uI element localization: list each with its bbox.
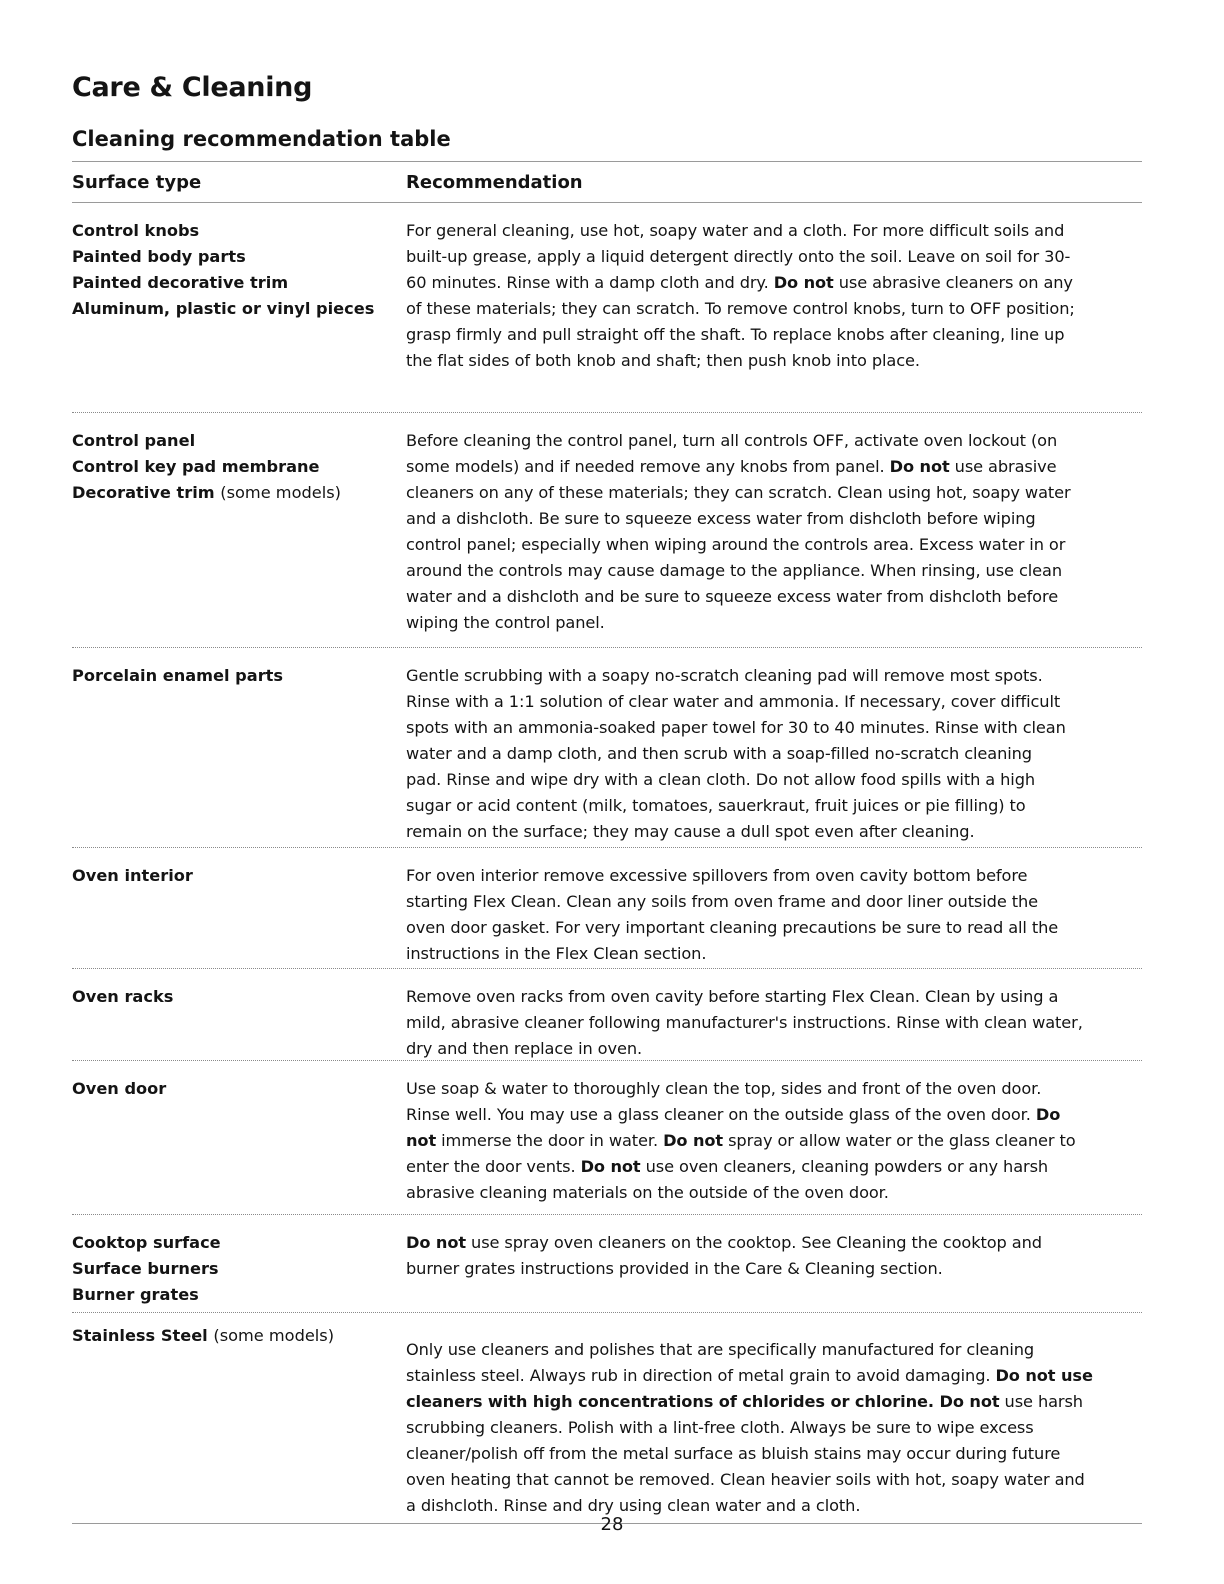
recommendation-line: Before cleaning the control panel, turn all controls OFF, activate oven lockout (on bbox=[406, 431, 1058, 450]
recommendation-line: mild, abrasive cleaner following manufacturer's instructions. Rinse with clean water, bbox=[406, 1013, 1083, 1032]
recommendation-line: cleaners on any of these materials; they can scratch. Clean using hot, soapy water bbox=[406, 483, 1071, 502]
surface-cell bbox=[72, 1076, 406, 1214]
surface-name: Oven interior bbox=[72, 866, 193, 885]
page-title: Care & Cleaning bbox=[72, 72, 313, 103]
emphasis: Do not bbox=[773, 273, 834, 292]
recommendation-line: oven door gasket. For very important cleaning precautions be sure to read all the bbox=[406, 918, 1059, 937]
recommendation-cell bbox=[406, 984, 1142, 1060]
recommendation-line: Only use cleaners and polishes that are specifically manufactured for cleaning bbox=[406, 1340, 1035, 1359]
surface-cell bbox=[72, 663, 406, 847]
recommendation-cell bbox=[406, 218, 1142, 412]
recommendation-line: Remove oven racks from oven cavity before starting Flex Clean. Clean by using a bbox=[406, 987, 1059, 1006]
surface-name: Control knobs bbox=[72, 221, 200, 240]
table-row bbox=[72, 648, 1142, 848]
surface-cell bbox=[72, 1230, 406, 1312]
recommendation-cell bbox=[406, 1323, 1142, 1523]
surface-cell bbox=[72, 984, 406, 1060]
surface-name: Control key pad membrane bbox=[72, 457, 320, 476]
column-header-recommendation: Recommendation bbox=[406, 171, 583, 193]
recommendation-line: stainless steel. Always rub in direction of metal grain to avoid damaging. Do not use bbox=[406, 1366, 1093, 1385]
surface-name: Oven door bbox=[72, 1079, 167, 1098]
recommendation-cell bbox=[406, 1230, 1142, 1312]
emphasis: Do not bbox=[406, 1233, 466, 1252]
recommendation-line: around the controls may cause damage to the appliance. When rinsing, use clean bbox=[406, 561, 1062, 580]
recommendation-line: some models) and if needed remove any knobs from panel. Do not use abrasive bbox=[406, 457, 1057, 476]
emphasis: Do not bbox=[663, 1131, 724, 1150]
recommendation-cell bbox=[406, 663, 1142, 847]
recommendation-line: remain on the surface; they may cause a dull spot even after cleaning. bbox=[406, 822, 975, 841]
recommendation-line: not immerse the door in water. Do not spray or allow water or the glass cleaner to bbox=[406, 1131, 1076, 1150]
emphasis: Do bbox=[1035, 1105, 1061, 1124]
recommendation-line: enter the door vents. Do not use oven cleaners, cleaning powders or any harsh bbox=[406, 1157, 1049, 1176]
table-row bbox=[72, 1061, 1142, 1215]
recommendation-line: control panel; especially when wiping around the controls area. Excess water in or bbox=[406, 535, 1066, 554]
emphasis: Do not bbox=[889, 457, 950, 476]
surface-name: Control panel bbox=[72, 431, 196, 450]
recommendation-line: cleaner/polish off from the metal surface as bluish stains may occur during future bbox=[406, 1444, 1061, 1463]
surface-name: Oven racks bbox=[72, 987, 174, 1006]
recommendation-line: of these materials; they can scratch. To remove control knobs, turn to OFF position; bbox=[406, 299, 1075, 318]
recommendation-cell bbox=[406, 863, 1142, 968]
recommendation-line: abrasive cleaning materials on the outside of the oven door. bbox=[406, 1183, 889, 1202]
surface-name: Surface burners bbox=[72, 1259, 219, 1278]
table-row bbox=[72, 1215, 1142, 1313]
emphasis: Do not bbox=[580, 1157, 641, 1176]
surface-name: Cooktop surface bbox=[72, 1233, 221, 1252]
surface-cell bbox=[72, 428, 406, 647]
recommendation-line: built-up grease, apply a liquid detergent directly onto the soil. Leave on soil for 30- bbox=[406, 247, 1071, 266]
recommendation-line: and a dishcloth. Be sure to squeeze excess water from dishcloth before wiping bbox=[406, 509, 1036, 528]
surface-cell bbox=[72, 1323, 406, 1523]
surface-name: Aluminum, plastic or vinyl pieces bbox=[72, 299, 375, 318]
recommendation-cell bbox=[406, 428, 1142, 647]
recommendation-line: dry and then replace in oven. bbox=[406, 1039, 643, 1058]
table-row bbox=[72, 848, 1142, 969]
recommendation-line: pad. Rinse and wipe dry with a clean cloth. Do not allow food spills with a high bbox=[406, 770, 1036, 789]
table-row bbox=[72, 203, 1142, 413]
recommendation-line: grasp firmly and pull straight off the shaft. To replace knobs after cleaning, line up bbox=[406, 325, 1065, 344]
recommendation-line: 60 minutes. Rinse with a damp cloth and dry. Do not use abrasive cleaners on any bbox=[406, 273, 1073, 292]
table-header bbox=[72, 162, 1142, 203]
section-title: Cleaning recommendation table bbox=[72, 127, 451, 151]
table-row bbox=[72, 1313, 1142, 1524]
surface-note: (some models) bbox=[213, 1326, 335, 1345]
recommendation-line: Rinse with a 1:1 solution of clear water and ammonia. If necessary, cover difficult bbox=[406, 692, 1061, 711]
recommendation-line: spots with an ammonia-soaked paper towel for 30 to 40 minutes. Rinse with clean bbox=[406, 718, 1066, 737]
surface-name: Decorative trim (some models) bbox=[72, 483, 341, 502]
table-row bbox=[72, 413, 1142, 648]
recommendation-cell bbox=[406, 1076, 1142, 1214]
emphasis: not bbox=[406, 1131, 437, 1150]
cleaning-recommendation-table bbox=[72, 161, 1142, 1524]
recommendation-line: Rinse well. You may use a glass cleaner on the outside glass of the oven door. Do bbox=[406, 1105, 1061, 1124]
recommendation-line: burner grates instructions provided in the Care & Cleaning section. bbox=[406, 1259, 943, 1278]
recommendation-line: Gentle scrubbing with a soapy no-scratch cleaning pad will remove most spots. bbox=[406, 666, 1043, 685]
recommendation-line: For general cleaning, use hot, soapy water and a cloth. For more difficult soils and bbox=[406, 221, 1065, 240]
emphasis: cleaners with high concentrations of chlorides or chlorine. Do not bbox=[406, 1392, 1000, 1411]
recommendation-line: For oven interior remove excessive spillovers from oven cavity bottom before bbox=[406, 866, 1028, 885]
surface-cell bbox=[72, 218, 406, 412]
recommendation-line: cleaners with high concentrations of chlorides or chlorine. Do not use harsh bbox=[406, 1392, 1083, 1411]
recommendation-line: instructions in the Flex Clean section. bbox=[406, 944, 707, 963]
page-number: 28 bbox=[600, 1514, 624, 1535]
surface-note: (some models) bbox=[220, 483, 341, 502]
recommendation-line: water and a dishcloth and be sure to squeeze excess water from dishcloth before bbox=[406, 587, 1059, 606]
surface-cell bbox=[72, 863, 406, 968]
recommendation-line: a dishcloth. Rinse and dry using clean water and a cloth. bbox=[406, 1496, 861, 1515]
recommendation-line: the flat sides of both knob and shaft; then push knob into place. bbox=[406, 351, 920, 370]
surface-name: Burner grates bbox=[72, 1285, 199, 1304]
table-row bbox=[72, 969, 1142, 1061]
recommendation-line: starting Flex Clean. Clean any soils from oven frame and door liner outside the bbox=[406, 892, 1039, 911]
surface-name: Stainless Steel (some models) bbox=[72, 1326, 335, 1345]
surface-name: Painted decorative trim bbox=[72, 273, 289, 292]
emphasis: Do not use bbox=[995, 1366, 1093, 1385]
recommendation-line: sugar or acid content (milk, tomatoes, sauerkraut, fruit juices or pie filling) to bbox=[406, 796, 1026, 815]
surface-name: Painted body parts bbox=[72, 247, 246, 266]
recommendation-line: scrubbing cleaners. Polish with a lint-free cloth. Always be sure to wipe excess bbox=[406, 1418, 1034, 1437]
recommendation-line: oven heating that cannot be removed. Clean heavier soils with hot, soapy water and bbox=[406, 1470, 1085, 1489]
recommendation-line: Use soap & water to thoroughly clean the top, sides and front of the oven door. bbox=[406, 1079, 1042, 1098]
recommendation-line: water and a damp cloth, and then scrub with a soap-filled no-scratch cleaning bbox=[406, 744, 1032, 763]
surface-name: Porcelain enamel parts bbox=[72, 666, 284, 685]
recommendation-line: wiping the control panel. bbox=[406, 613, 605, 632]
column-header-surface-type: Surface type bbox=[72, 171, 202, 193]
recommendation-line: Do not use spray oven cleaners on the cooktop. See Cleaning the cooktop and bbox=[406, 1233, 1042, 1252]
